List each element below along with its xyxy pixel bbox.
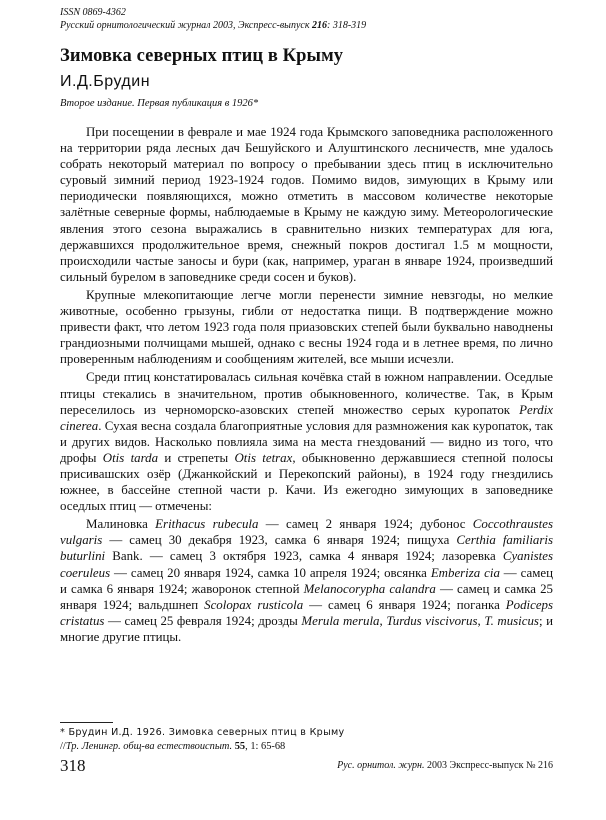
- footnote-citation: * Брудин И.Д. 1926. Зимовка северных птиц в Крыму: [60, 727, 345, 738]
- species-name: Scolopax rusticola: [204, 597, 304, 612]
- journal-line-prefix: Русский орнитологический журнал 2003, Экспресс-выпуск: [60, 20, 313, 31]
- page-range: : 318-319: [327, 20, 367, 31]
- running-footer: [337, 760, 553, 771]
- text-run: Среди птиц констатировалась сильная кочёвка стай в южном направлении. Оседлые птицы стекались в значительном, против обыкновенного, количестве. Так, в Крым переселилось из черноморско-азовских степей множество серых куропаток: [60, 370, 553, 417]
- text-run: — самец 25 февраля 1924; дрозды: [104, 613, 302, 628]
- paragraph-1: При посещении в феврале и мае 1924 года Крымского заповедника расположенного на территории ряда лесных дач Бешуйского и Алуштинского лесничеств, мне удалось собрать некоторый материал по вопросу о пребывании здесь птиц в исключительно суровый зимний период 1923-1924 годов. Помимо видов, зимующих в Крыму или периодически появляющихся, можно отметить в массовом количестве некоторые залётные северные формы, наблюдаемые в Крыму не каждую зиму. Метеорологические явления этого сезона выражались в сравнительно низких температурах для юга, державшихся продолжительное время, снежный покров достигал 1.5 м мощности, происходили частые заносы и бури (как, например, ураган в январе 1924, произведший сильный бурелом в заповеднике среди сосен и буков).: [60, 125, 553, 284]
- species-name: Emberiza cia: [430, 565, 500, 580]
- journal-line: [60, 19, 366, 32]
- text-run: , 1: 65-68: [245, 741, 286, 752]
- footnote-source: [60, 740, 344, 754]
- text-run: — самец 6 января 1924; поганка: [303, 597, 506, 612]
- text-run: ; и многие другие птицы.: [60, 613, 554, 644]
- species-name: Coccothraustes vulgaris: [60, 517, 553, 548]
- species-name: Podiceps cristatus: [60, 597, 554, 628]
- text-run: , обыкновенно державшиеся степной полосы присивашских озёр (Джанкойский и Перекопский районы), в 1924 году гнездились южнее, в бассейне степной части р. Качи. Из ежегодно зимующих в заповеднике оседлых птиц — отмечены:: [60, 450, 554, 514]
- text-run: — самец 20 января 1924, самка 10 апреля 1924; овсянка: [110, 565, 431, 580]
- issue-label: 2003 Экспресс-выпуск № 216: [424, 760, 553, 771]
- text-run: . Сухая весна создала благоприятные условия для размножения как куропаток, так и других видов. Насколько повлияла зима на места гнездований — видно из того, что дрофы: [60, 418, 553, 465]
- species-name: Erithacus rubecula: [155, 517, 259, 532]
- text-run: Bank. — самец 3 октября 1923, самка 4 января 1924; лазоревка: [105, 549, 503, 564]
- footnote: [60, 726, 344, 754]
- species-name: Cyanistes coeruleus: [60, 549, 553, 580]
- article-body: [60, 124, 553, 647]
- journal-name: Тр. Ленингр. общ-ва естествоиспыт.: [65, 741, 233, 752]
- species-name: Merula merula: [301, 613, 380, 628]
- text-run: Малиновка: [86, 517, 156, 532]
- species-name: Certhia familiaris buturlini: [60, 533, 553, 564]
- text-run: — самец и самка 25 января 1924; вальдшнеп: [60, 581, 554, 612]
- paragraph-2: Крупные млекопитающие легче могли перенести зимние невзгоды, но мелкие животные, особенно грызуны, гибли от недостатка пищи. В подтверждение можно привести факт, что летом 1923 года поля приазовских степей были буквально наводнены грандиозными полчищами мышей, однако с весны 1924 года и в летнее время, по лично проверенным наблюдениям и сообщениям жителей, все мыши исчезли.: [60, 287, 553, 367]
- text-run: и стрепеты: [158, 450, 235, 465]
- article-author: И.Д.Брудин: [60, 73, 151, 90]
- species-name: Otis tetrax: [234, 450, 293, 465]
- text-run: — самец 2 января 1924; дубонос: [258, 517, 473, 532]
- footnote-rule: [60, 722, 113, 723]
- journal-short: Рус. орнитол. журн.: [337, 760, 425, 771]
- issue-number: 216: [312, 20, 328, 31]
- running-header: [60, 6, 366, 32]
- page-number: 318: [60, 756, 86, 775]
- text-run: — самец и самка 6 января 1924; жаворонок степной: [60, 565, 553, 596]
- text-run: — самец 30 декабря 1923, самка 6 января 1924; пищуха: [102, 533, 457, 548]
- species-name: Perdix cinerea: [60, 402, 553, 433]
- species-name: Melanocorypha calandra: [303, 581, 436, 596]
- volume: 55: [232, 741, 246, 752]
- text-run: ,: [379, 613, 387, 628]
- issn: ISSN 0869-4362: [60, 7, 126, 18]
- text-run: //: [60, 741, 66, 752]
- species-name: T. musicus: [484, 613, 539, 628]
- edition-note: Второе издание. Первая публикация в 1926*: [60, 98, 259, 109]
- paragraph-4: [60, 516, 553, 645]
- species-name: Turdus viscivorus: [386, 613, 478, 628]
- article-title: Зимовка северных птиц в Крыму: [60, 46, 344, 66]
- text-run: ,: [477, 613, 485, 628]
- paragraph-3: [60, 369, 553, 514]
- species-name: Otis tarda: [102, 450, 159, 465]
